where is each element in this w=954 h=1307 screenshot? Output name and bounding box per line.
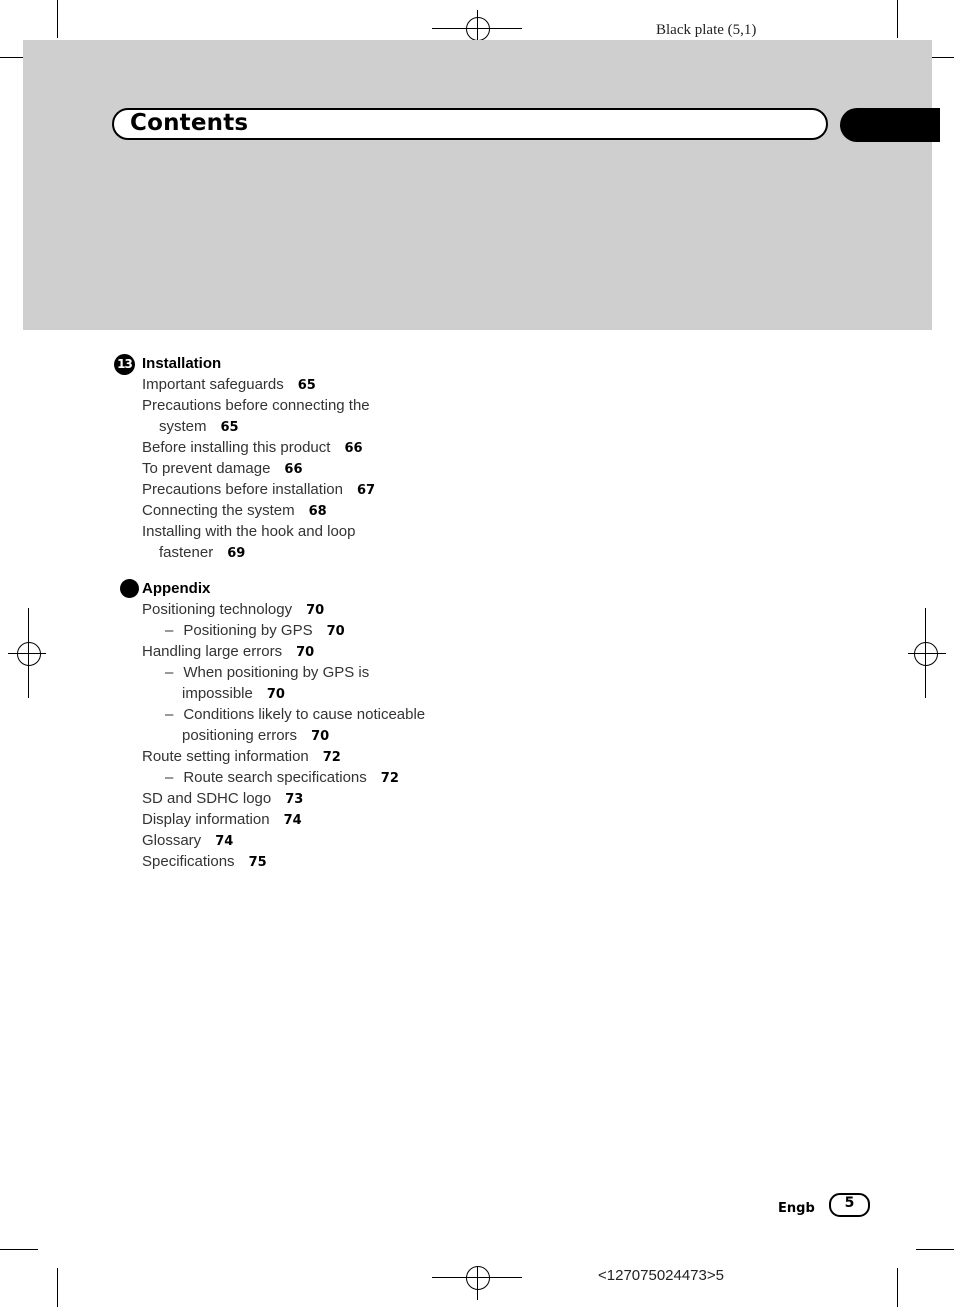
toc-entry-text: SD and SDHC logo bbox=[142, 790, 272, 807]
dash: – bbox=[165, 622, 174, 639]
toc-entry-text: Glossary bbox=[142, 832, 202, 849]
toc-entry-page: 72 bbox=[380, 771, 399, 786]
toc-entry-page: 69 bbox=[227, 546, 246, 561]
page-title: Contents bbox=[130, 110, 249, 136]
section-title-appendix: Appendix bbox=[142, 580, 211, 597]
toc-subentry[interactable] bbox=[182, 727, 329, 746]
toc-entry-text: Installing with the hook and loop bbox=[142, 523, 356, 540]
toc-entry-text: When positioning by GPS is bbox=[183, 664, 370, 681]
toc-entry[interactable] bbox=[142, 439, 363, 458]
toc-entry-page: 68 bbox=[308, 504, 327, 519]
toc-entry[interactable] bbox=[142, 853, 267, 872]
plate-label: Black plate (5,1) bbox=[656, 22, 757, 38]
toc-entry-page: 73 bbox=[285, 792, 304, 807]
toc-entry[interactable] bbox=[142, 460, 303, 479]
toc-entry-text: Display information bbox=[142, 811, 270, 828]
toc-entry[interactable] bbox=[142, 376, 316, 395]
toc-entry-text: system bbox=[159, 418, 207, 435]
toc-entry[interactable] bbox=[142, 601, 324, 620]
registration-circle bbox=[466, 1266, 490, 1290]
toc-entry-page: 75 bbox=[248, 855, 267, 870]
toc-entry[interactable] bbox=[142, 502, 327, 521]
toc-entry-text: Route setting information bbox=[142, 748, 309, 765]
toc-subentry[interactable] bbox=[165, 664, 369, 682]
section-number-icon: 13 bbox=[114, 354, 135, 375]
crop-mark bbox=[0, 1249, 38, 1250]
section-title-installation: Installation bbox=[142, 355, 222, 372]
crop-mark bbox=[57, 0, 58, 38]
toc-entry[interactable] bbox=[159, 544, 245, 563]
toc-entry[interactable] bbox=[142, 811, 302, 830]
toc-entry-text: impossible bbox=[182, 685, 253, 702]
toc-entry-page: 66 bbox=[344, 441, 363, 456]
crop-mark bbox=[57, 1268, 58, 1307]
toc-entry[interactable] bbox=[142, 643, 314, 662]
toc-entry-page: 70 bbox=[306, 603, 325, 618]
toc-entry-text: Connecting the system bbox=[142, 502, 295, 519]
dash: – bbox=[165, 664, 174, 681]
toc-entry-text: Positioning technology bbox=[142, 601, 293, 618]
toc-entry[interactable] bbox=[142, 481, 375, 500]
toc-entry-text: Specifications bbox=[142, 853, 235, 870]
toc-entry-text: Route search specifications bbox=[183, 769, 367, 786]
toc-entry-page: 67 bbox=[356, 483, 376, 498]
toc-entry-page: 70 bbox=[296, 645, 315, 660]
toc-entry-page: 65 bbox=[297, 378, 316, 393]
toc-entry[interactable] bbox=[159, 418, 239, 437]
crop-mark bbox=[897, 1268, 898, 1307]
toc-subentry[interactable] bbox=[165, 622, 345, 641]
header-banner bbox=[23, 40, 932, 330]
toc-entry-page: 70 bbox=[311, 729, 330, 744]
document-code: <127075024473>5 bbox=[598, 1267, 724, 1284]
toc-entry[interactable] bbox=[142, 748, 341, 767]
toc-entry-text: Precautions before connecting the bbox=[142, 397, 370, 414]
dash: – bbox=[165, 769, 174, 786]
crop-mark bbox=[916, 1249, 954, 1250]
toc-entry-text: Positioning by GPS bbox=[183, 622, 313, 639]
toc-entry-page: 74 bbox=[283, 813, 302, 828]
toc-entry-page: 65 bbox=[220, 420, 239, 435]
toc-entry-text: Handling large errors bbox=[142, 643, 283, 660]
page-number: 5 bbox=[844, 1195, 855, 1211]
toc-entry-text: To prevent damage bbox=[142, 460, 271, 477]
toc-subentry[interactable] bbox=[165, 769, 399, 788]
toc-entry-page: 74 bbox=[215, 834, 234, 849]
registration-circle bbox=[17, 642, 41, 666]
toc-entry-text: positioning errors bbox=[182, 727, 298, 744]
toc-entry-text: Before installing this product bbox=[142, 439, 331, 456]
registration-circle bbox=[466, 17, 490, 41]
toc-entry-page: 70 bbox=[266, 687, 285, 702]
toc-entry-page: 70 bbox=[326, 624, 345, 639]
toc-entry-page: 72 bbox=[322, 750, 341, 765]
toc-entry[interactable] bbox=[142, 523, 355, 541]
dash: – bbox=[165, 706, 174, 723]
crop-mark bbox=[897, 0, 898, 38]
toc-entry-text: Precautions before installation bbox=[142, 481, 343, 498]
toc-entry[interactable] bbox=[142, 790, 303, 809]
registration-circle bbox=[914, 642, 938, 666]
language-label: Engb bbox=[778, 1201, 815, 1216]
toc-subentry[interactable] bbox=[165, 706, 425, 724]
toc-entry-text: Conditions likely to cause noticeable bbox=[183, 706, 426, 723]
toc-entry[interactable] bbox=[142, 832, 233, 851]
toc-entry-text: Important safeguards bbox=[142, 376, 284, 393]
toc-entry-text: fastener bbox=[159, 544, 214, 561]
section-bullet-icon bbox=[120, 579, 139, 598]
chapter-tab bbox=[840, 108, 940, 142]
toc-entry-page: 66 bbox=[284, 462, 303, 477]
toc-subentry[interactable] bbox=[182, 685, 285, 704]
toc-entry[interactable] bbox=[142, 397, 370, 415]
